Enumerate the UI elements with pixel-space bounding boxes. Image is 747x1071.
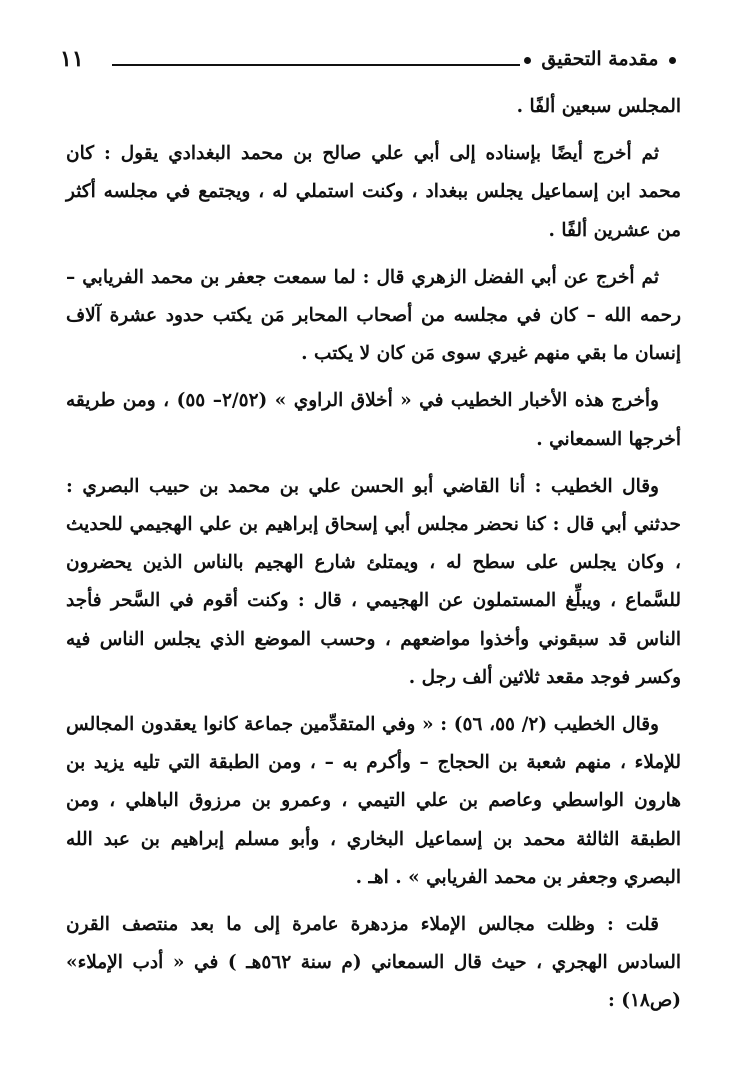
paragraph-4: وأخرج هذه الأخبار الخطيب في « أخلاق الراوي » (٢/٥٢– ٥٥) ، ومن طريقه أخرجها السمعاني .: [66, 390, 681, 450]
page-number: ١١: [60, 46, 84, 72]
paragraph-3: ثم أخرج عن أبي الفضل الزهري قال : لما سمعت جعفر بن محمد الفريابي – رحمه الله – كان في مجلسه من أصحاب المحابر مَن يكتب حدود عشرة آلاف إنسان ما بقي منهم غيري سوى مَن كان لا يكتب .: [66, 266, 681, 365]
paragraph-5: وقال الخطيب : أنا القاضي أبو الحسن علي بن محمد بن حبيب البصري : حدثني أبي قال : كنا نحضر مجلس أبي إسحاق إبراهيم بن علي الهجيمي للحديث ، وكان يجلس على سطح له ، ويمتلئ شارع الهجيم بالناس الذين يحضرون للسَّماع ، ويبلِّغ المستملون عن الهجيمي ، قال : وكنت أقوم في السَّحر فأجد الناس قد سبقوني وأخذوا مواضعهم ، وحسب الموضع الذي يجلس الناس فيه وكسر فوجد مقعد ثلاثين ألف رجل .: [66, 475, 681, 688]
section-title-text: مقدمة التحقيق: [541, 48, 659, 70]
bullet-icon: [524, 57, 531, 64]
paragraph-1: المجلس سبعين ألفًا .: [516, 96, 681, 117]
bullet-icon: [669, 57, 676, 64]
paragraph-6: وقال الخطيب (٢/ ٥٥، ٥٦) : « وفي المتقدِّمين جماعة كانوا يعقدون المجالس للإملاء ، منهم شعبة بن الحجاج – وأكرم به – ، ومن الطبقة التي تليه يزيد بن هارون الواسطي وعاصم بن علي التيمي ، وعمرو بن مرزوق الباهلي ، ومن الطبقة الثالثة محمد بن إسماعيل البخاري ، وأبو مسلم إبراهيم بن عبد الله البصري وجعفر بن محمد الفريابي » . اهـ .: [66, 714, 681, 888]
header-rule: [112, 64, 520, 66]
running-header: [60, 44, 680, 78]
paragraph-2: ثم أخرج أيضًا بإسناده إلى أبي علي صالح بن محمد البغدادي يقول : كان محمد ابن إسماعيل يجلس ببغداد ، وكنت استملي له ، ويجتمع في مجلسه أكثر من عشرين ألفًا .: [66, 143, 681, 241]
page-body: [66, 88, 681, 1030]
section-title: [520, 48, 680, 70]
paragraph-7: قلت : وظلت مجالس الإملاء مزدهرة عامرة إلى ما بعد منتصف القرن السادس الهجري ، حيث قال السمعاني (م سنة ٥٦٢هـ ) في « أدب الإملاء» (ص١٨) :: [66, 914, 682, 1012]
